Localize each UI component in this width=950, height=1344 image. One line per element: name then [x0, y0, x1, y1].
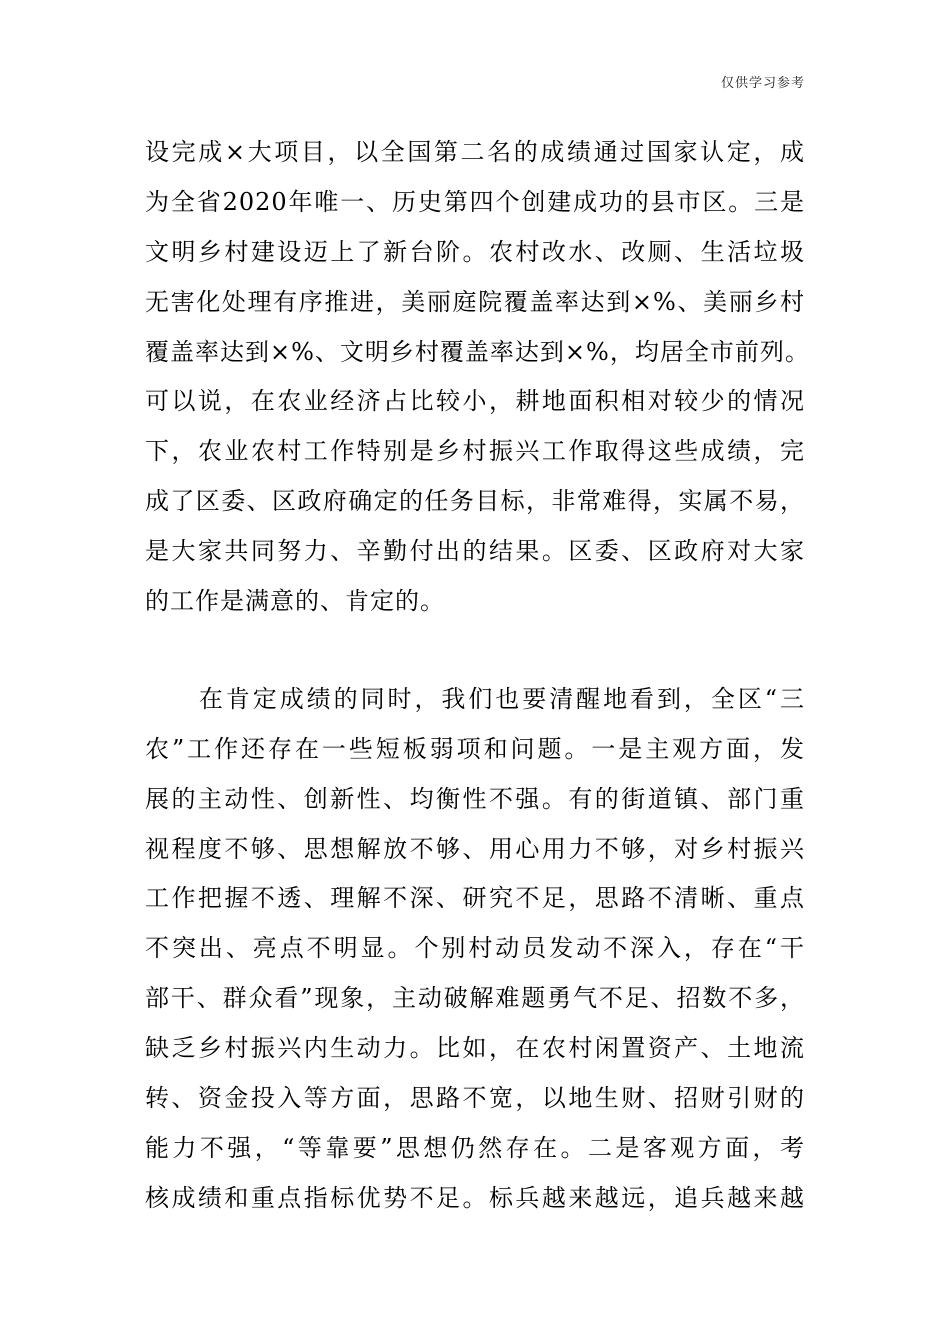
paragraph-2 — [145, 675, 805, 1224]
paragraph-gap — [145, 627, 805, 675]
text-line: 展的主动性、创新性、均衡性不强。有的街道镇、部门重 — [145, 784, 805, 813]
paragraph-1 — [145, 128, 810, 627]
text-line: 设完成×大项目，以全国第二名的成绩通过国家认定，成 — [145, 138, 805, 166]
text-line: 缺乏乡村振兴内生动力。比如，在农村闲置资产、土地流 — [145, 1034, 805, 1063]
text-line: 可以说，在农业经济占比较小，耕地面积相对较少的情况 — [145, 387, 805, 416]
text-line: 为全省2020年唯一、历史第四个创建成功的县市区。三是 — [145, 187, 805, 216]
text-line: 成了区委、区政府确定的任务目标，非常难得，实属不易， — [145, 487, 805, 516]
text-line: 无害化处理有序推进，美丽庭院覆盖率达到×%、美丽乡村 — [145, 287, 805, 316]
text-line: 下，农业农村工作特别是乡村振兴工作取得这些成绩，完 — [145, 437, 805, 466]
document-body — [145, 128, 810, 1224]
text-line: 核成绩和重点指标优势不足。标兵越来越远，追兵越来越 — [145, 1183, 805, 1212]
text-line: 不突出、亮点不明显。个别村动员发动不深入，存在“干 — [145, 934, 805, 963]
text-line: 部干、群众看”现象，主动破解难题勇气不足、招数不多， — [145, 984, 805, 1013]
text-line: 文明乡村建设迈上了新台阶。农村改水、改厕、生活垃圾 — [145, 237, 805, 266]
text-line: 农”工作还存在一些短板弱项和问题。一是主观方面，发 — [145, 734, 805, 763]
text-line: 能力不强，“等靠要”思想仍然存在。二是客观方面，考 — [145, 1133, 805, 1162]
text-line: 视程度不够、思想解放不够、用心用力不够，对乡村振兴 — [145, 834, 805, 863]
text-line: 是大家共同努力、辛勤付出的结果。区委、区政府对大家 — [145, 537, 805, 566]
text-line: 工作把握不透、理解不深、研究不足，思路不清晰、重点 — [145, 884, 805, 913]
text-line: 的工作是满意的、肯定的。 — [145, 587, 445, 616]
header-note: 仅供学习参考 — [720, 76, 805, 91]
text-line: 覆盖率达到×%、文明乡村覆盖率达到×%，均居全市前列。 — [145, 337, 810, 366]
text-line: 转、资金投入等方面，思路不宽，以地生财、招财引财的 — [145, 1084, 805, 1113]
text-line: 在肯定成绩的同时，我们也要清醒地看到，全区“三 — [145, 684, 805, 713]
